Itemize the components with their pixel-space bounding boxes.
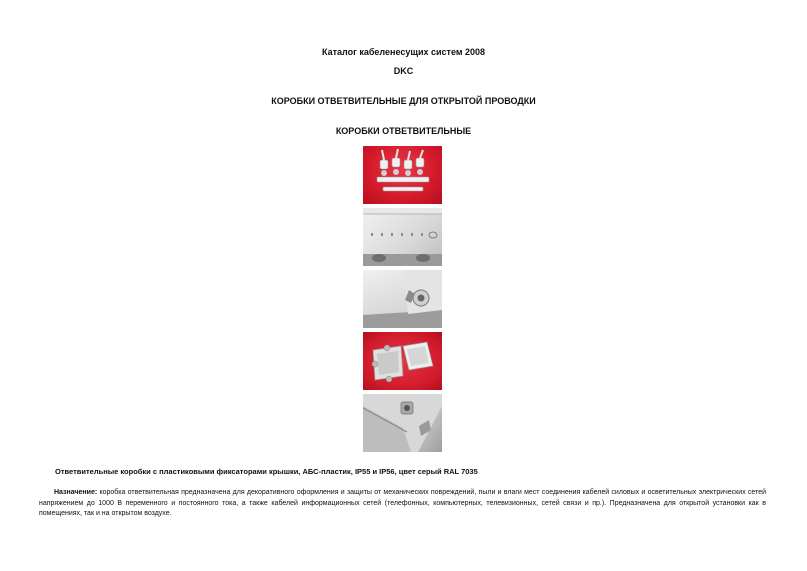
open-box-photo: [363, 332, 442, 390]
catalog-title: Каталог кабеленесущих систем 2008: [321, 47, 486, 57]
box-side-photo: [363, 208, 442, 266]
box-latch-photo: [363, 394, 442, 452]
cable-glands-photo: [363, 146, 442, 204]
brand-name: DKC: [393, 66, 414, 76]
purpose-paragraph: [39, 488, 766, 520]
subsection-title: КОРОБКИ ОТВЕТВИТЕЛЬНЫЕ: [335, 126, 472, 136]
section-title: КОРОБКИ ОТВЕТВИТЕЛЬНЫЕ ДЛЯ ОТКРЫТОЙ ПРОВОДКИ: [271, 96, 536, 106]
product-subtitle: Ответвительные коробки с пластиковыми фиксаторами крышки, АБС-пластик, IP55 и IP56, цвет серый RAL 7035: [55, 467, 478, 476]
purpose-label: Назначение:: [54, 489, 98, 496]
purpose-text: коробка ответвительная предназначена для декоративного оформления и защиты от механических повреждений, пыли и влаги мест соединения кабелей силовых и осветительных электрических сетей напряжением до 1000 В переменного и постоянного тока, а также кабелей информационных сетей (телефонных, компьютерных, телевизионных, сетей связи и пр.). Предназначена для открытой установки как в помещениях, так и на открытом воздухе.: [39, 489, 766, 517]
box-corner-photo: [363, 270, 442, 328]
